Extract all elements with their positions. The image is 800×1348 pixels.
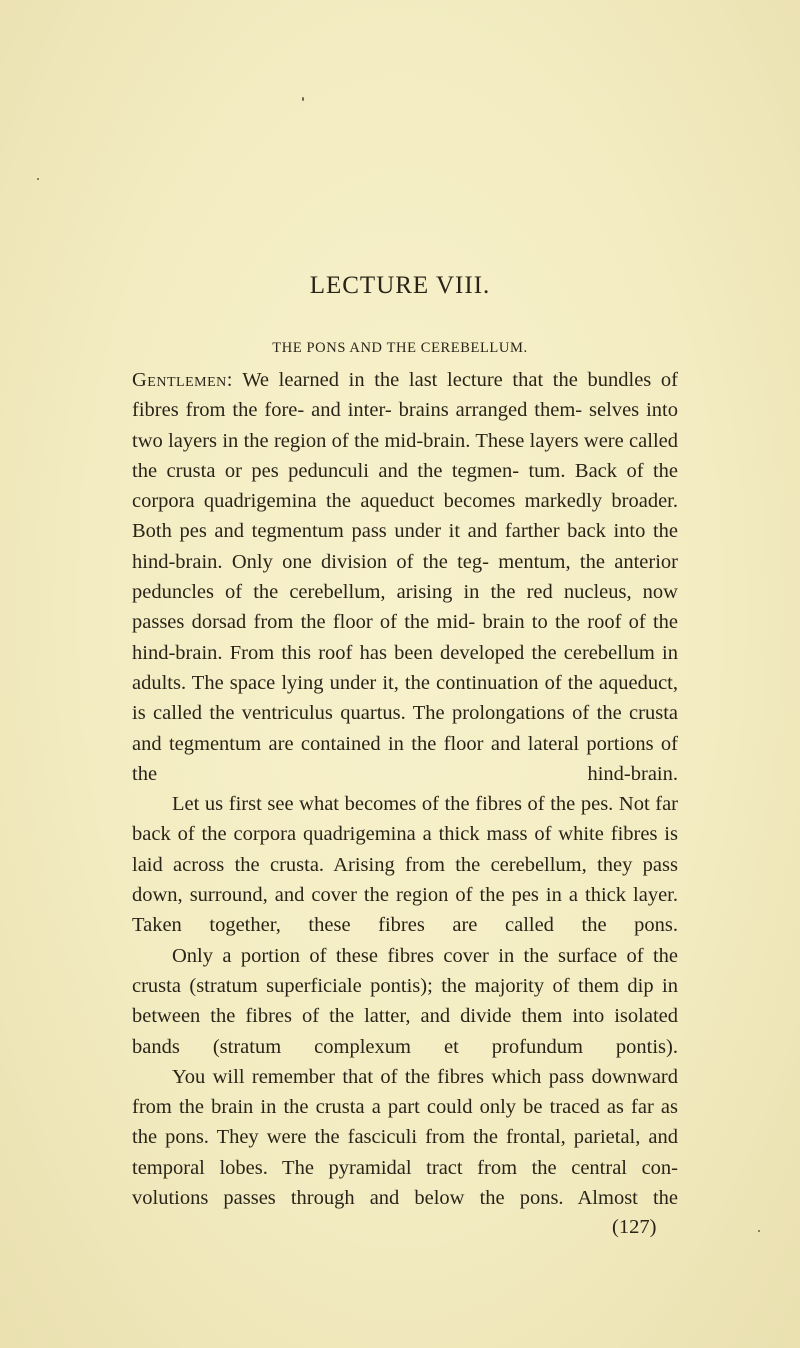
page-number: (127) [612,1216,657,1238]
lecture-heading: LECTURE VIII. [309,272,491,299]
lecture-subheading: THE PONS AND THE CEREBELLUM. [272,340,528,356]
paragraph-1-text: We learned in the last lecture that the bundles of fibres from the fore- and inter- brains arranged them- selves into two layers in the region of the mid-brain. These layers were called the crusta or pes pedunculi and the tegmen- tum. Back of the corpora quadrigemina the aqueduct becomes markedly broader. Both pes and tegmentum pass under it and farther back into the hind-brain. Only one division of the teg- mentum, the anterior peduncles of the cerebellum, arising in the red nucleus, now passes dorsad from the floor of the mid- brain to the roof of the hind-brain. From this roof has been developed the cerebellum in adults. The space lying under it, the continuation of the aqueduct, is called the ventriculus quartus. The prolongations of the crusta and tegmentum are contained in the floor and lateral portions of the hind-brain. [132,369,678,785]
paragraph-1 [132,365,678,789]
paper-speck [37,178,39,180]
paragraph-3: Only a portion of these fibres cover in the surface of the crusta (stratum superficiale pontis); the majority of them dip in between the fibres of the latter, and divide them into isolated bands (stratum complexum et profundum pontis). [132,944,678,1058]
salutation: Gentlemen: [132,369,233,391]
body-text [132,365,678,1213]
paper-speck [758,1230,760,1232]
paragraph-2: Let us first see what becomes of the fibres of the pes. Not far back of the corpora quadrigemina a thick mass of white fibres is laid across the crusta. Arising from the cerebellum, they pass down, surround, and cover the region of the pes in a thick layer. Taken together, these fibres are called the pons. [132,793,678,937]
paper-speck [302,97,304,101]
paragraph-4: You will remember that of the fibres which pass downward from the brain in the crusta a part could only be traced as far as the pons. They were the fasciculi from the frontal, parietal, and temporal lobes. The pyramidal tract from the central con- volutions passes through and below the pons. Almost the [132,1065,678,1210]
